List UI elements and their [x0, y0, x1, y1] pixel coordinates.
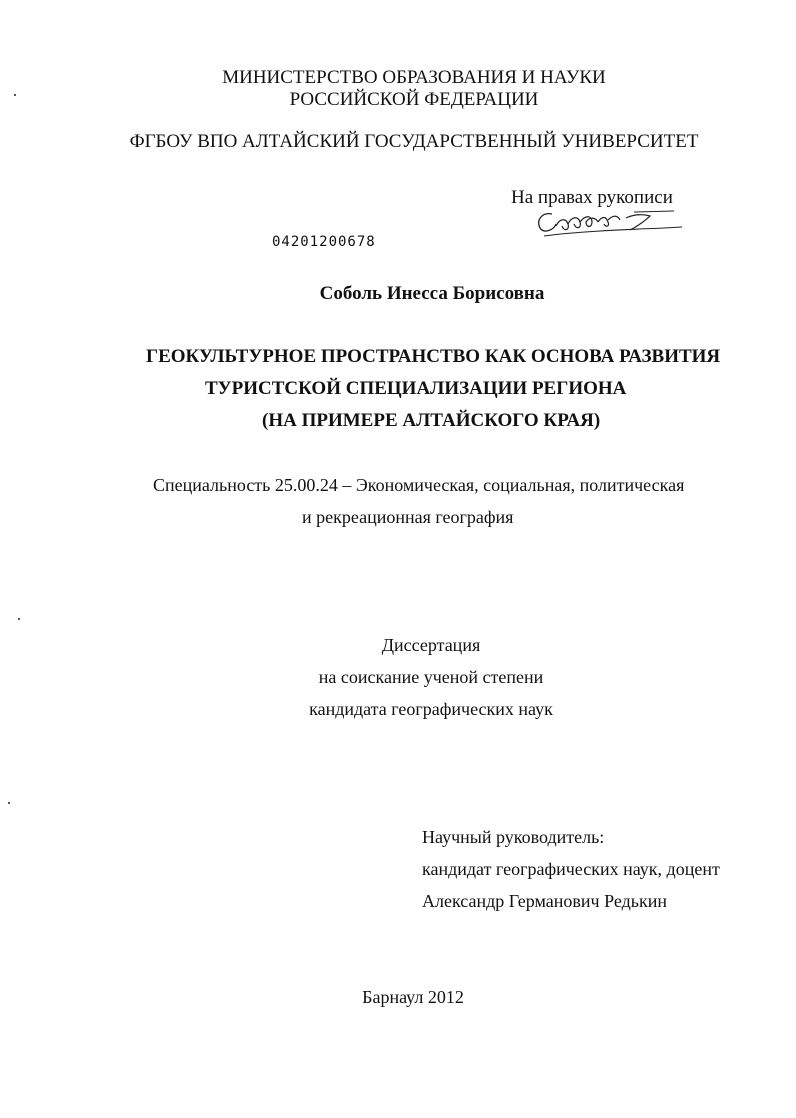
degree-line-1: Диссертация	[381, 635, 481, 655]
thesis-title-line-1: ГЕОКУЛЬТУРНОЕ ПРОСТРАНСТВО КАК ОСНОВА РАЗВИТИЯ	[146, 346, 721, 367]
registration-number: 04201200678	[272, 234, 376, 250]
scan-speck	[18, 618, 20, 620]
ministry-line-1: МИНИСТЕРСТВО ОБРАЗОВАНИЯ И НАУКИ	[222, 67, 606, 88]
ministry-line-2: РОССИЙСКОЙ ФЕДЕРАЦИИ	[289, 89, 539, 110]
signature-image	[534, 206, 684, 240]
specialty-line-2: и рекреационная география	[302, 507, 514, 527]
supervisor-rank: кандидат географических наук, доцент	[422, 859, 720, 879]
thesis-title-line-3: (НА ПРИМЕРЕ АЛТАЙСКОГО КРАЯ)	[262, 410, 601, 431]
supervisor-label: Научный руководитель:	[422, 827, 605, 847]
city-year: Барнаул 2012	[362, 987, 464, 1007]
supervisor-name: Александр Германович Редькин	[422, 891, 667, 911]
university-name: ФГБОУ ВПО АЛТАЙСКИЙ ГОСУДАРСТВЕННЫЙ УНИВЕРСИТЕТ	[129, 131, 699, 152]
scan-speck	[14, 94, 16, 96]
thesis-title-line-2: ТУРИСТСКОЙ СПЕЦИАЛИЗАЦИИ РЕГИОНА	[205, 378, 627, 399]
specialty-line-1: Специальность 25.00.24 – Экономическая, социальная, политическая	[153, 475, 685, 495]
degree-line-3: кандидата географических наук	[309, 699, 553, 719]
scan-speck	[8, 802, 10, 804]
manuscript-note: На правах рукописи	[511, 187, 673, 208]
author-name: Соболь Инесса Борисовна	[319, 283, 545, 304]
degree-line-2: на соискание ученой степени	[318, 667, 544, 687]
